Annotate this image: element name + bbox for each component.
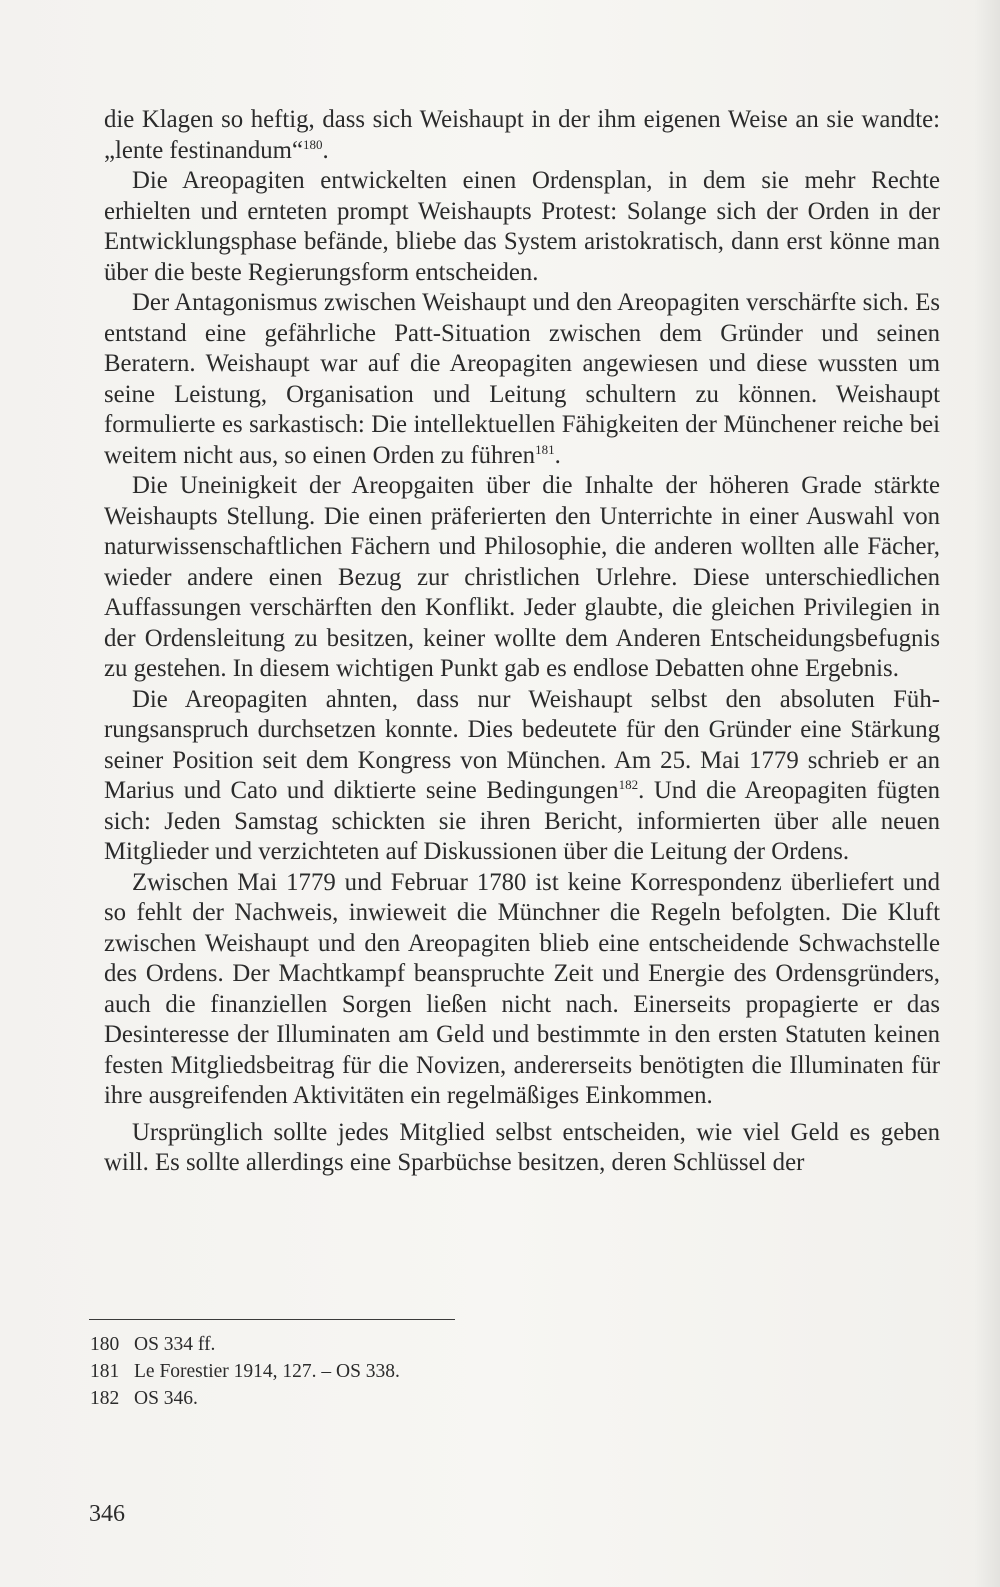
paragraph <box>104 166 940 288</box>
footnote <box>90 1385 690 1412</box>
footnote-reference: 180 <box>302 136 323 152</box>
footnote-separator <box>89 1319 455 1320</box>
paragraph-text: Zwischen Mai 1779 und Februar 1780 ist keine Korrespondenz überliefert und so fehlt der Nachweis, inwieweit die Münchner die Regeln befolgten. Die Kluft zwischen Weishaupt und den Areopagiten blieb eine entscheidende Schwachstelle des Ordens. Der Machtkampf beanspruchte Zeit und Energie des Ordensgründers, auch die finanziellen Sorgen ließen nicht nach. Einerseits propagierte er das Desinteresse der Illuminaten am Geld und bestimmte in den ersten Statuten keinen festen Mitgliedsbeitrag für die Novizen, andererseits benötigten die Illuminaten für ihre ausgreifenden Aktivitäten ein regelmäßiges Einkommen. <box>104 868 940 1109</box>
footnote-reference: 182 <box>618 777 639 792</box>
paragraph-text: Die Uneinigkeit der Areopgaiten über die Inhalte der höheren Grade stärkte Weishaupts Stellung. Die einen präferierten den Unterrichte in einer Auswahl von naturwissenschaftlichen Fächern und Philosophie, die anderen wollten alle Fächer, wieder andere einen Bezug zur christlichen Urlehre. Diese unterschiedlichen Auffassungen verschärften den Konflikt. Jeder glaubte, die gleichen Privilegien in der Ordensleitung zu besitzen, keiner wollte dem Anderen Entscheidungsbefugnis zu gestehen. In diesem wichtigen Punkt gab es endlose Debatten ohne Ergebnis. <box>104 472 940 682</box>
footnote-text: OS 346. <box>134 1388 198 1409</box>
paragraph-text: . <box>322 136 329 164</box>
paragraph-text: Ursprünglich sollte jedes Mitglied selbst entscheiden, wie viel Geld es geben will. Es sollte allerdings eine Sparbüchse besitzen, deren Schlüssel der <box>104 1118 940 1176</box>
paragraph <box>104 1118 940 1179</box>
footnote-text: OS 334 ff. <box>134 1334 216 1355</box>
footnote <box>90 1358 690 1385</box>
paragraph <box>104 105 940 166</box>
footnote-number: 182 <box>90 1388 120 1409</box>
paragraph-text: Die Areopagiten ahnten, dass nur Weishaupt selbst den absoluten Führungsanspruch durchsetzen konnte. Dies bedeutete für den Gründer eine Stärkung seiner Position seit dem Kongress von München. Am 25. Mai 1779 schrieb er an Marius und Cato und diktierte seine Bedingungen <box>104 685 940 804</box>
footnote-number: 180 <box>90 1334 120 1355</box>
paragraph-text: Der Antagonismus zwischen Weishaupt und den Areopagiten verschärfte sich. Es entstand eine gefährliche Patt-Situation zwischen dem Gründer und seinen Beratern. Weishaupt war auf die Areopagiten angewiesen und diese wussten um seine Leistung, Organisation und Leitung schultern zu können. Weishaupt formulierte es sarkastisch: Die intellektuellen Fähigkeiten der Münchener reiche bei weitem nicht aus, so einen Orden zu führen <box>104 289 940 469</box>
paragraph-text: . <box>554 441 561 469</box>
footnote-text: Le Forestier 1914, 127. – OS 338. <box>134 1361 400 1382</box>
page-edge-shadow <box>974 0 1000 1587</box>
paragraph <box>104 685 940 868</box>
paragraph-text: Die Areopagiten entwickelten einen Ordensplan, in dem sie mehr Rechte erhielten und ernteten prompt Weishaupts Protest: Solange sich der Orden in der Entwicklungsphase befände, bliebe das System aristokratisch, dann erst könne man über die beste Regierungsform entscheiden. <box>104 167 940 286</box>
paragraph <box>104 868 940 1112</box>
page-number: 346 <box>89 1501 125 1527</box>
footnote-reference: 181 <box>535 441 555 457</box>
paragraph <box>104 288 940 471</box>
footnote <box>90 1331 690 1358</box>
paragraph <box>104 471 940 685</box>
body-text <box>104 105 940 1179</box>
footnote-number: 181 <box>90 1361 120 1382</box>
footnotes <box>90 1331 690 1412</box>
paragraph-text: . Und die Areopagiten fügten sich: Jeden Samstag schickten sie ihren Bericht, informierten über alle neuen Mitglieder und verzichteten auf Diskussionen über die Leitung der Ordens. <box>104 777 941 865</box>
paragraph-text: die Klagen so heftig, dass sich Weishaupt in der ihm eigenen Weise an sie wandte: „lente festinandum“ <box>104 106 940 164</box>
